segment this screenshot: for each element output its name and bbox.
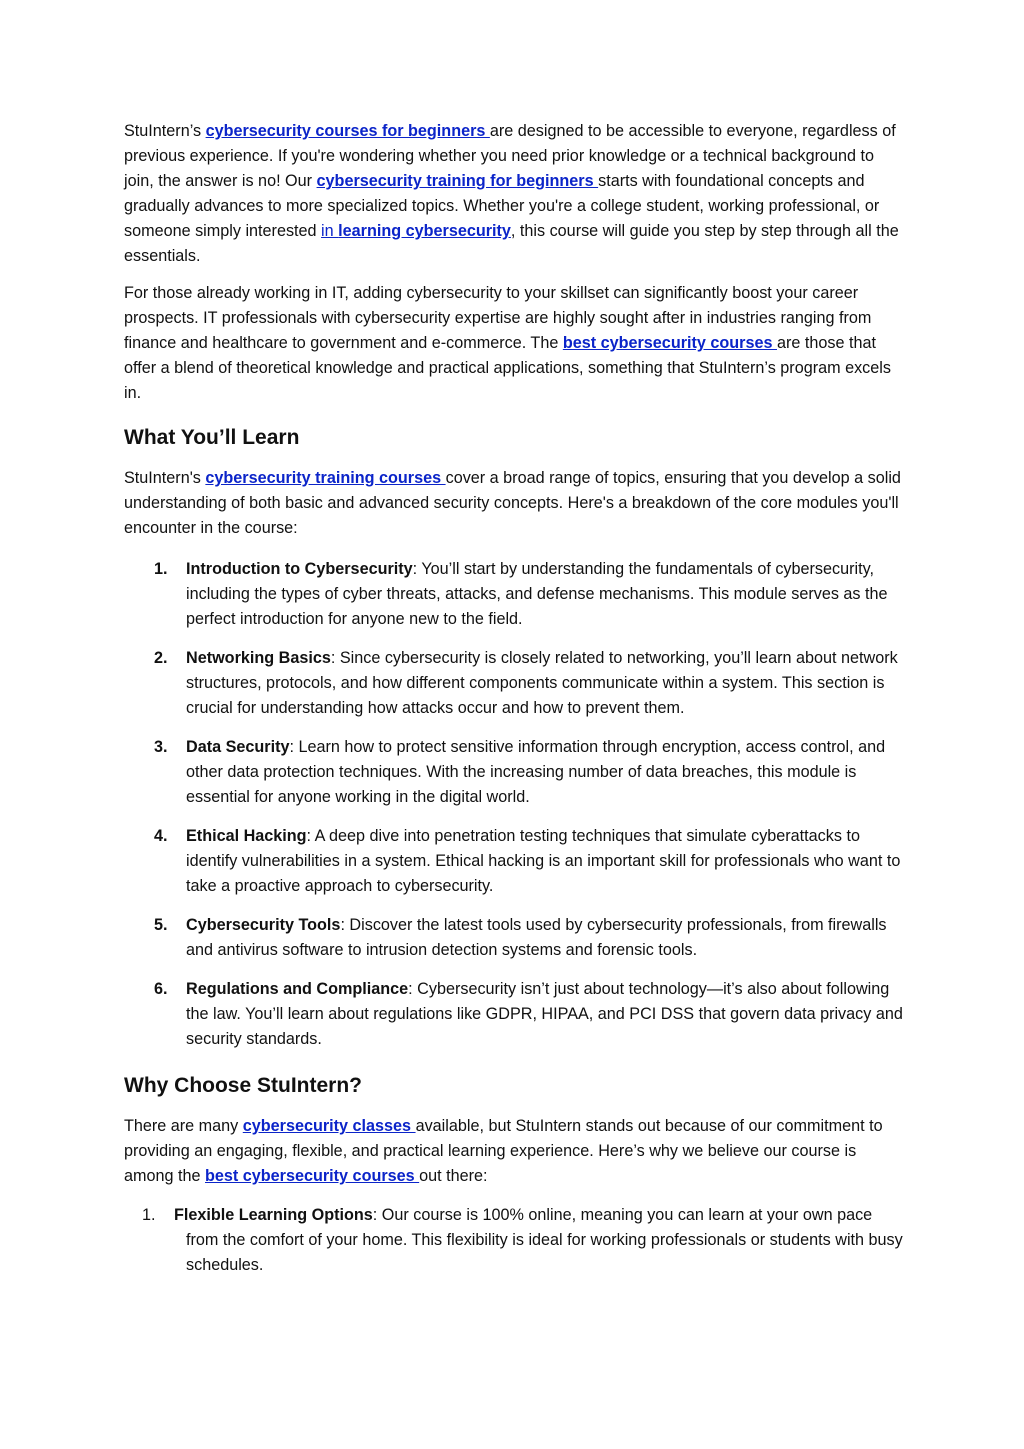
topics-paragraph — [124, 466, 904, 541]
module-description: : You’ll start by understanding the fundamentals of cybersecurity, including the types of cyber threats, attacks, and defense mechanisms. This module serves as the perfect introduction for anyone new to the field. — [186, 560, 888, 628]
module-title: Networking Basics — [186, 649, 331, 667]
text-span: There are many — [124, 1117, 243, 1135]
list-item — [124, 913, 904, 963]
module-description: : A deep dive into penetration testing techniques that simulate cyberattacks to identify vulnerabilities in a system. Ethical hacking is an important skill for professionals who want to take a proactive approach to cybersecurity. — [186, 827, 901, 895]
text-span: are those that offer a blend of theoretical knowledge and practical applications, something that StuIntern’s program excels in. — [124, 334, 891, 402]
list-number: 6. — [154, 980, 168, 998]
module-title: Data Security — [186, 738, 290, 756]
link-learning-cybersecurity[interactable]: learning cybersecurity — [338, 222, 511, 240]
link-in[interactable]: in — [321, 222, 339, 240]
reasons-list — [124, 1203, 904, 1278]
list-number: 4. — [154, 827, 168, 845]
text-span: StuIntern's — [124, 469, 206, 487]
list-item — [124, 735, 904, 810]
text-span: , this course will guide you step by step through all the essentials. — [124, 222, 899, 265]
list-item — [124, 977, 904, 1052]
list-item — [124, 1203, 904, 1278]
reason-description: : Our course is 100% online, meaning you can learn at your own pace from the comfort of your home. This flexibility is ideal for working professionals or students with busy schedules. — [186, 1206, 903, 1274]
list-item — [124, 557, 904, 632]
module-title: Regulations and Compliance — [186, 980, 409, 998]
list-item — [124, 646, 904, 721]
text-span: For those already working in IT, adding cybersecurity to your skillset can significantly boost your career prospects. IT professionals with cybersecurity expertise are highly sought after in industries ranging from finance and healthcare to government and e-commerce. The — [124, 284, 872, 352]
module-description: : Discover the latest tools used by cybersecurity professionals, from firewalls and antivirus software to intrusion detection systems and forensic tools. — [186, 916, 887, 959]
text-span: starts with foundational concepts and gradually advances to more specialized topics. Whether you're a college student, working professional, or someone simply interested — [124, 172, 880, 240]
link-cybersecurity-classes[interactable]: cybersecurity classes — [242, 1117, 416, 1135]
link-cybersecurity-courses-for-beginners[interactable]: cybersecurity courses for beginners — [205, 122, 490, 140]
list-number: 3. — [154, 738, 168, 756]
text-span: cover a broad range of topics, ensuring that you develop a solid understanding of both basic and advanced security concepts. Here's a breakdown of the core modules you'll encounter in the course: — [124, 469, 901, 537]
link-cybersecurity-training-for-beginners[interactable]: cybersecurity training for beginners — [316, 172, 599, 190]
intro-paragraph — [124, 119, 904, 269]
module-title: Ethical Hacking — [186, 827, 307, 845]
list-number: 1. — [154, 560, 168, 578]
text-span: out there: — [419, 1167, 488, 1185]
heading-what-youll-learn: What You’ll Learn — [124, 426, 300, 449]
text-span: available, but StuIntern stands out because of our commitment to providing an engaging, flexible, and practical learning experience. Here’s why we believe our course is among the — [124, 1117, 883, 1185]
module-title: Introduction to Cybersecurity — [186, 560, 413, 578]
list-item — [124, 824, 904, 899]
modules-list — [124, 557, 904, 1052]
text-span: are designed to be accessible to everyone, regardless of previous experience. If you're wondering whether you need prior knowledge or a technical background to join, the answer is no! Our — [124, 122, 896, 190]
module-description: : Since cybersecurity is closely related to networking, you’ll learn about network structures, protocols, and how different components communicate within a system. This section is crucial for understanding how attacks occur and how to prevent them. — [186, 649, 898, 717]
list-number: 1. — [142, 1206, 156, 1224]
link-cybersecurity-training-courses[interactable]: cybersecurity training courses — [205, 469, 446, 487]
text-span: StuIntern’s — [124, 122, 206, 140]
reason-title: Flexible Learning Options — [174, 1206, 373, 1224]
link-best-cybersecurity-courses[interactable]: best cybersecurity courses — [562, 334, 777, 352]
career-paragraph — [124, 281, 904, 406]
module-description: : Cybersecurity isn’t just about technology—it’s also about following the law. You’ll learn about regulations like GDPR, HIPAA, and PCI DSS that govern data privacy and security standards. — [186, 980, 903, 1048]
heading-why-choose-stuintern: Why Choose StuIntern? — [124, 1074, 362, 1097]
list-number: 2. — [154, 649, 168, 667]
why-paragraph — [124, 1114, 904, 1189]
module-description: : Learn how to protect sensitive information through encryption, access control, and other data protection techniques. With the increasing number of data breaches, this module is essential for anyone working in the digital world. — [186, 738, 886, 806]
document-body — [124, 119, 904, 1278]
module-title: Cybersecurity Tools — [186, 916, 341, 934]
list-number: 5. — [154, 916, 168, 934]
link-best-cybersecurity-courses-2[interactable]: best cybersecurity courses — [205, 1167, 420, 1185]
